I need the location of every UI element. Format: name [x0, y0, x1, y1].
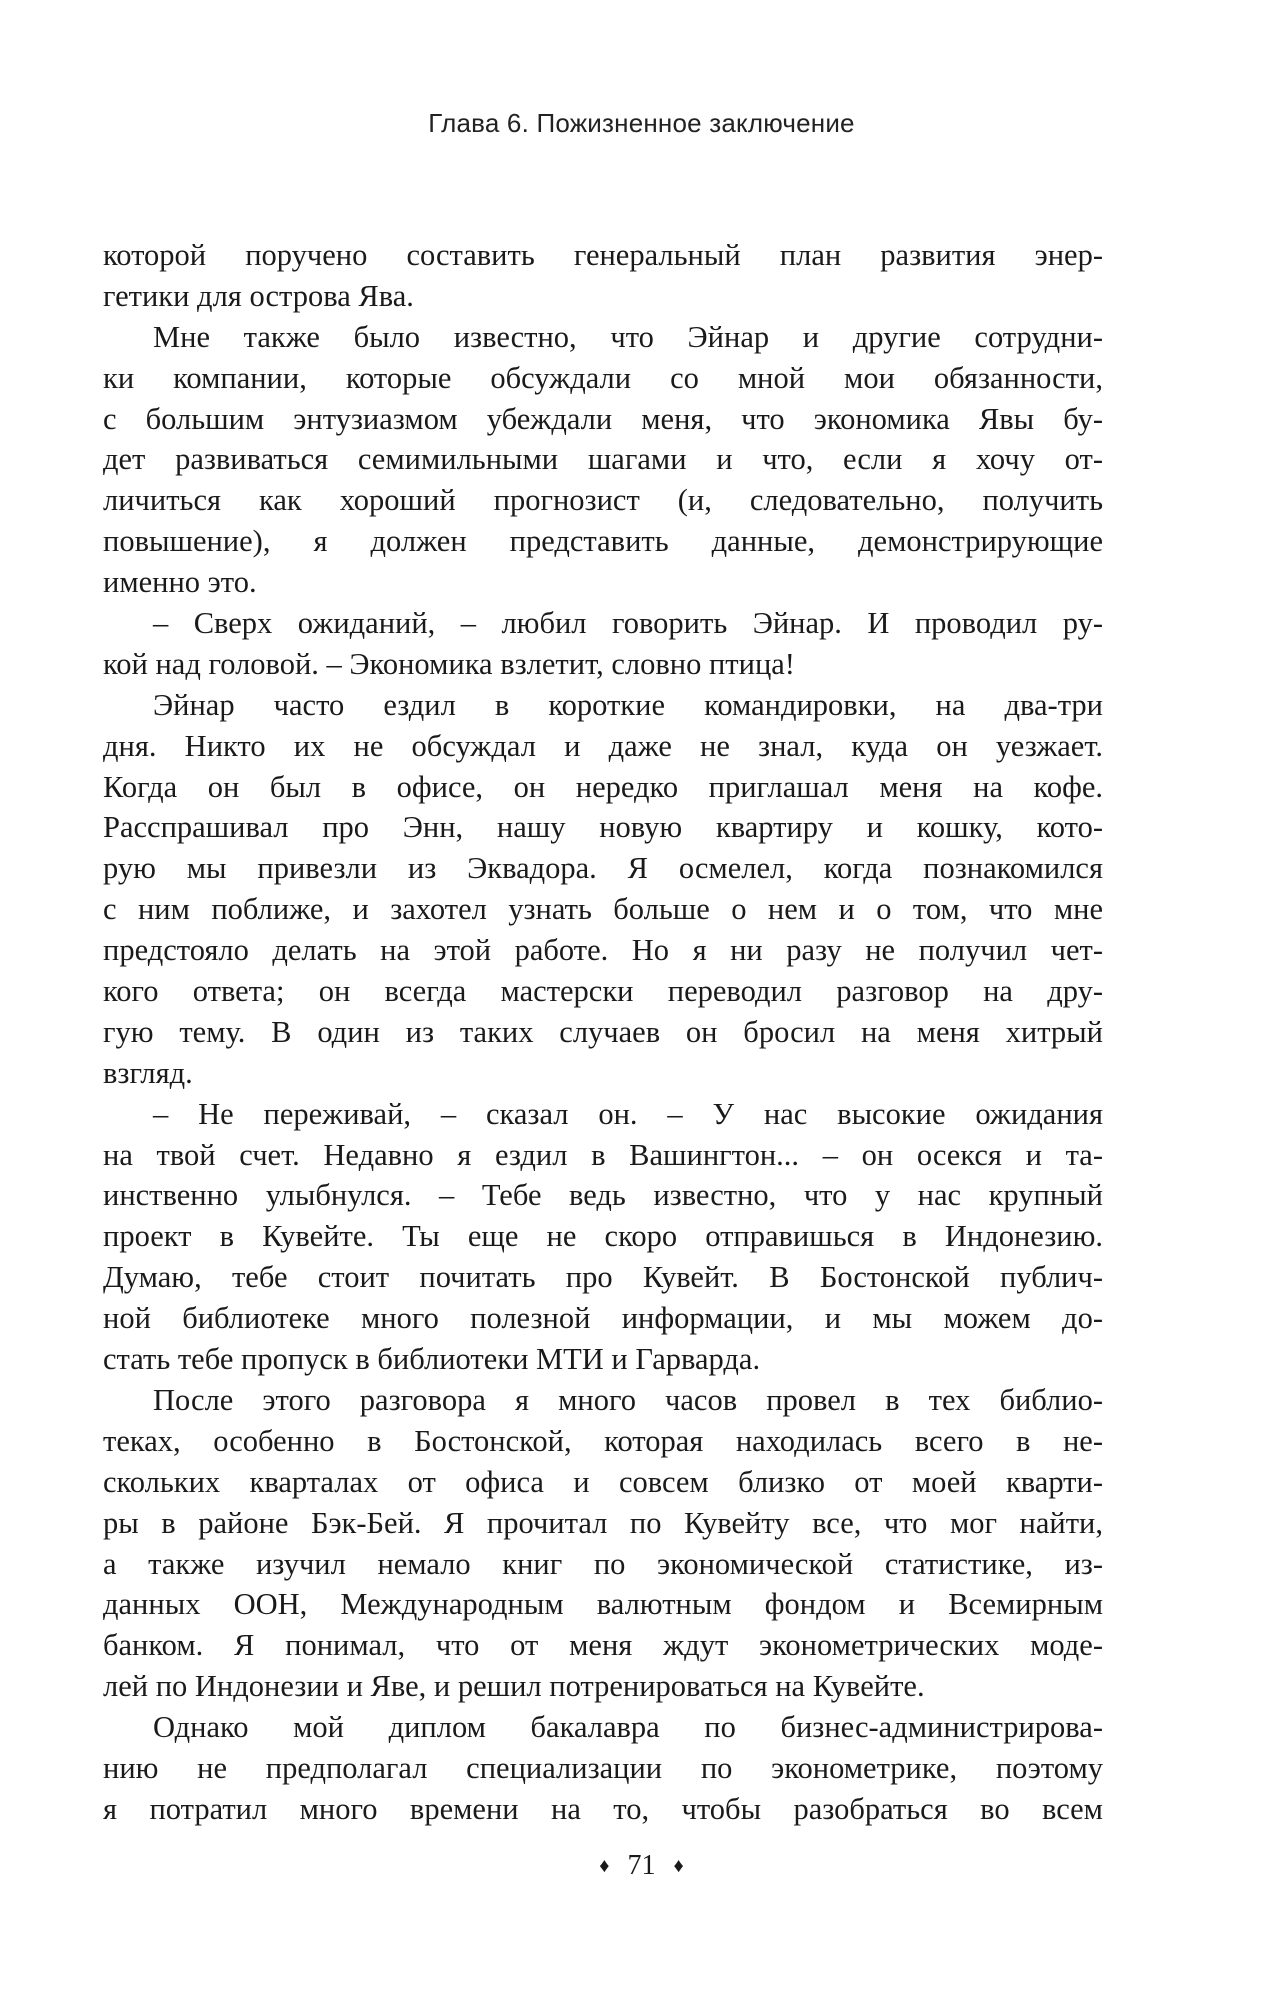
page-number: 71 [627, 1850, 656, 1881]
text-line: гую тему. В один из таких случаев он бросил на меня хитрый [103, 1014, 1103, 1049]
text-line: Думаю, тебе стоит почитать про Кувейт. В Бостонской публич- [103, 1260, 1103, 1295]
text-line: скольких кварталах от офиса и совсем близко от моей кварти- [103, 1464, 1103, 1499]
text-line: которой поручено составить генеральный план развития энер- [103, 238, 1103, 272]
running-header: Глава 6. Пожизненное заключение [428, 108, 855, 138]
diamond-ornament-icon: ♦ [673, 1855, 684, 1877]
text-line: Мне также было известно, что Эйнар и другие сотрудни- [153, 319, 1103, 354]
diamond-ornament-icon: ♦ [599, 1855, 610, 1877]
body-text [103, 235, 1103, 1830]
page-footer [0, 1850, 1283, 1882]
text-line: данных ООН, Международным валютным фондом и Всемирным [103, 1587, 1103, 1622]
text-line: дня. Никто их не обсуждал и даже не знал, куда он уезжает. [103, 728, 1103, 763]
text-line: ки компании, которые обсуждали со мной мои обязанности, [103, 360, 1103, 395]
text-line: повышение), я должен представить данные, демонстрирующие [103, 524, 1103, 559]
text-line: теках, особенно в Бостонской, которая находилась всего в не- [103, 1423, 1103, 1458]
text-line: Эйнар часто ездил в короткие командировки, на два-три [153, 687, 1103, 722]
text-line: ной библиотеке много полезной информации, и мы можем до- [103, 1301, 1103, 1336]
text-line: Расспрашивал про Энн, нашу новую квартиру и кошку, кото- [103, 810, 1103, 845]
text-line: стать тебе пропуск в библиотеки МТИ и Гарварда. [103, 1342, 761, 1377]
text-line: проект в Кувейте. Ты еще не скоро отправишься в Индонезию. [103, 1219, 1103, 1254]
text-line: именно это. [103, 565, 257, 600]
text-line: личиться как хороший прогнозист (и, следовательно, получить [103, 483, 1103, 518]
text-line: дет развиваться семимильными шагами и что, если я хочу от- [103, 442, 1103, 477]
text-line: – Сверх ожиданий, – любил говорить Эйнар. И проводил ру- [153, 606, 1103, 641]
text-line: я потратил много времени на то, чтобы разобраться во всем [103, 1791, 1103, 1826]
text-line: кого ответа; он всегда мастерски переводил разговор на дру- [103, 974, 1103, 1009]
text-line: банком. Я понимал, что от меня ждут эконометрических моде- [103, 1628, 1103, 1663]
text-line: рую мы привезли из Эквадора. Я осмелел, когда познакомился [103, 851, 1103, 886]
text-line: гетики для острова Ява. [103, 278, 414, 313]
text-line: предстояло делать на этой работе. Но я ни разу не получил чет- [103, 933, 1103, 968]
text-line: с большим энтузиазмом убеждали меня, что экономика Явы бу- [103, 401, 1103, 436]
text-line: Когда он был в офисе, он нередко приглашал меня на кофе. [103, 769, 1103, 804]
text-line: взгляд. [103, 1055, 193, 1090]
text-line: ры в районе Бэк-Бей. Я прочитал по Кувейту все, что мог найти, [103, 1505, 1103, 1540]
text-line: инственно улыбнулся. – Тебе ведь известно, что у нас крупный [103, 1178, 1103, 1213]
text-line: лей по Индонезии и Яве, и решил потренироваться на Кувейте. [103, 1669, 925, 1704]
text-line: После этого разговора я много часов провел в тех библио- [153, 1382, 1103, 1417]
text-line: – Не переживай, – сказал он. – У нас высокие ожидания [153, 1096, 1103, 1131]
text-line: а также изучил немало книг по экономической статистике, из- [103, 1546, 1103, 1581]
text-line: на твой счет. Недавно я ездил в Вашингтон... – он осекся и та- [103, 1137, 1103, 1172]
text-line: с ним поближе, и захотел узнать больше о нем и о том, что мне [103, 892, 1103, 927]
text-line: нию не предполагал специализации по эконометрике, поэтому [103, 1750, 1103, 1785]
text-line: кой над головой. – Экономика взлетит, словно птица! [103, 646, 795, 681]
text-line: Однако мой диплом бакалавра по бизнес-администрирова- [153, 1710, 1103, 1745]
